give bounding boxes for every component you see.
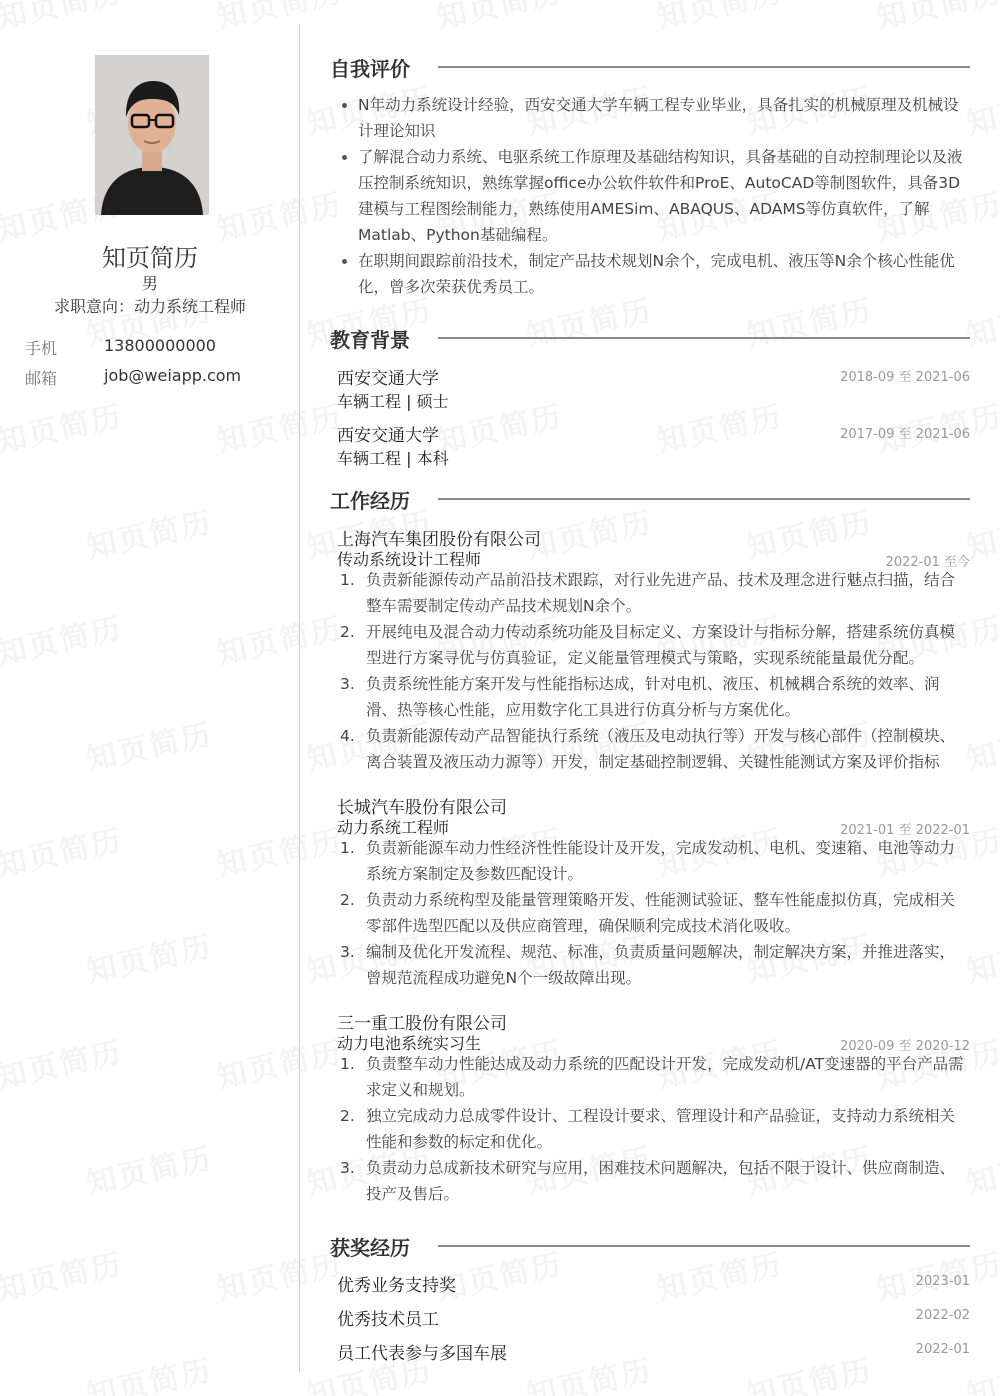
duty-text: 编制及优化开发流程、规范、标准，负责质量问题解决，制定解决方案，并推进落实，曾规范流程成功避免N个一级故障出现。 bbox=[366, 943, 956, 987]
duty-text: 负责新能源车动力性经济性性能设计及开发，完成发动机、电机、变速箱、电池等动力系统方案制定及参数匹配设计。 bbox=[366, 839, 956, 883]
list-item: 1. 负责新能源车动力性经济性性能设计及开发，完成发动机、电机、变速箱、电池等动力系统方案制定及参数匹配设计。 bbox=[340, 839, 956, 883]
section-title-awards: 获奖经历 bbox=[330, 1236, 410, 1260]
job-intent-label: 求职意向： bbox=[53, 297, 134, 316]
award-name: 优秀技术员工 bbox=[337, 1310, 439, 1330]
education-date: 2017-09 至 2021-06 bbox=[840, 427, 970, 442]
section-rule bbox=[438, 337, 970, 339]
work-date: 2022-01 至今 bbox=[885, 555, 970, 570]
list-item: 在职期间跟踪前沿技术，制定产品技术规划N余个，完成电机、液压等N余个核心性能优化，曾多次荣获优秀员工。 bbox=[340, 248, 970, 300]
education-major-degree: 车辆工程 | 硕士 bbox=[337, 392, 449, 411]
education-school: 西安交通大学 bbox=[337, 426, 439, 446]
self-eval-list bbox=[340, 92, 970, 300]
list-item: 2. 独立完成动力总成零件设计、工程设计要求、管理设计和产品验证，支持动力系统相关性能和参数的标定和优化。 bbox=[340, 1107, 956, 1151]
list-item: 了解混合动力系统、电驱系统工作原理及基础结构知识，具备基础的自动控制理论以及液压控制系统知识，熟练掌握office办公软件软件和ProE、AutoCAD等制图软件，具备3D建模与工程图绘制能力，熟练使用AMESim、ABAQUS、ADAMS等仿真软件，了解Matlab、Python基础编程。 bbox=[340, 144, 970, 248]
avatar bbox=[95, 55, 209, 215]
email-value: job@weiapp.com bbox=[104, 366, 242, 385]
education-major-degree: 车辆工程 | 本科 bbox=[337, 449, 449, 468]
duty-text: 开展纯电及混合动力传动系统功能及目标定义、方案设计与指标分解，搭建系统仿真模型进行方案寻优与仿真验证，定义能量管理模式与策略，实现系统能量最优分配。 bbox=[366, 623, 956, 667]
section-title-self-eval: 自我评价 bbox=[330, 57, 410, 81]
list-item: 1. 负责整车动力性能达成及动力系统的匹配设计开发，完成发动机/AT变速器的平台产品需求定义和规划。 bbox=[340, 1055, 964, 1099]
person-photo-icon bbox=[95, 55, 209, 215]
work-role: 传动系统设计工程师 bbox=[337, 550, 482, 569]
education-school: 西安交通大学 bbox=[337, 369, 439, 389]
section-rule bbox=[438, 498, 970, 500]
duty-text: 负责新能源传动产品前沿技术跟踪，对行业先进产品、技术及理念进行魅点扫描，结合整车需要制定传动产品技术规划N余个。 bbox=[366, 571, 956, 615]
phone-value: 13800000000 bbox=[104, 336, 216, 355]
list-item: 3. 负责系统性能方案开发与性能指标达成，针对电机、液压、机械耦合系统的效率、润滑、热等核心性能，应用数字化工具进行仿真分析与方案优化。 bbox=[340, 675, 940, 719]
list-item: 3. 编制及优化开发流程、规范、标准，负责质量问题解决，制定解决方案，并推进落实，曾规范流程成功避免N个一级故障出现。 bbox=[340, 943, 956, 987]
duty-text: 负责新能源传动产品智能执行系统（液压及电动执行等）开发与核心部件（控制模块、离合装置及液压动力源等）开发，制定基础控制逻辑、关键性能测试方案及评价指标 bbox=[366, 727, 956, 771]
work-duties bbox=[340, 835, 970, 991]
list-item: N年动力系统设计经验，西安交通大学车辆工程专业毕业，具备扎实的机械原理及机械设计理论知识 bbox=[340, 92, 970, 144]
list-item: 2. 开展纯电及混合动力传动系统功能及目标定义、方案设计与指标分解，搭建系统仿真模型进行方案寻优与仿真验证，定义能量管理模式与策略，实现系统能量最优分配。 bbox=[340, 623, 956, 667]
duty-text: 负责整车动力性能达成及动力系统的匹配设计开发，完成发动机/AT变速器的平台产品需求定义和规划。 bbox=[366, 1055, 964, 1099]
duty-text: 负责动力总成新技术研究与应用，困难技术问题解决，包括不限于设计、供应商制造、投产及售后。 bbox=[366, 1159, 956, 1203]
award-date: 2022-02 bbox=[915, 1308, 970, 1323]
award-date: 2022-01 bbox=[915, 1342, 970, 1357]
candidate-name: 知页简历 bbox=[102, 244, 198, 272]
work-duties bbox=[340, 567, 970, 775]
resume-main bbox=[330, 0, 970, 1396]
contact-label: 邮箱 bbox=[25, 369, 58, 388]
list-item: 4. 负责新能源传动产品智能执行系统（液压及电动执行等）开发与核心部件（控制模块、离合装置及液压动力源等）开发，制定基础控制逻辑、关键性能测试方案及评价指标 bbox=[340, 727, 956, 771]
list-item: 1. 负责新能源传动产品前沿技术跟踪，对行业先进产品、技术及理念进行魅点扫描，结合整车需要制定传动产品技术规划N余个。 bbox=[340, 571, 956, 615]
duty-text: 负责动力系统构型及能量管理策略开发、性能测试验证、整车性能虚拟仿真，完成相关零部件选型匹配以及供应商管理，确保顺利完成技术消化吸收。 bbox=[366, 891, 956, 935]
duty-text: 独立完成动力总成零件设计、工程设计要求、管理设计和产品验证，支持动力系统相关性能和参数的标定和优化。 bbox=[366, 1107, 956, 1151]
job-intent bbox=[0, 294, 300, 317]
section-rule bbox=[438, 1245, 970, 1247]
candidate-gender: 男 bbox=[141, 274, 158, 293]
education-date: 2018-09 至 2021-06 bbox=[840, 370, 970, 385]
job-intent-value: 动力系统工程师 bbox=[134, 297, 247, 316]
work-company: 三一重工股份有限公司 bbox=[337, 1014, 507, 1034]
contact-label: 手机 bbox=[25, 339, 58, 358]
profile-sidebar bbox=[0, 0, 300, 1396]
award-name: 优秀业务支持奖 bbox=[337, 1276, 456, 1296]
duty-text: 负责系统性能方案开发与性能指标达成，针对电机、液压、机械耦合系统的效率、润滑、热等核心性能，应用数字化工具进行仿真分析与方案优化。 bbox=[366, 675, 940, 719]
award-date: 2023-01 bbox=[915, 1274, 970, 1289]
work-company: 长城汽车股份有限公司 bbox=[337, 798, 507, 818]
work-role: 动力系统工程师 bbox=[337, 818, 450, 837]
award-name: 员工代表参与多国车展 bbox=[337, 1344, 507, 1364]
work-date: 2021-01 至 2022-01 bbox=[840, 823, 970, 838]
work-company: 上海汽车集团股份有限公司 bbox=[337, 530, 541, 550]
section-rule bbox=[438, 66, 970, 68]
work-duties bbox=[340, 1051, 970, 1207]
section-title-work: 工作经历 bbox=[330, 489, 410, 513]
column-divider bbox=[299, 24, 300, 1372]
work-role: 动力电池系统实习生 bbox=[337, 1034, 482, 1053]
work-date: 2020-09 至 2020-12 bbox=[840, 1039, 970, 1054]
list-item: 2. 负责动力系统构型及能量管理策略开发、性能测试验证、整车性能虚拟仿真，完成相关零部件选型匹配以及供应商管理，确保顺利完成技术消化吸收。 bbox=[340, 891, 956, 935]
section-title-education: 教育背景 bbox=[330, 328, 410, 352]
list-item: 3. 负责动力总成新技术研究与应用，困难技术问题解决，包括不限于设计、供应商制造、投产及售后。 bbox=[340, 1159, 956, 1203]
